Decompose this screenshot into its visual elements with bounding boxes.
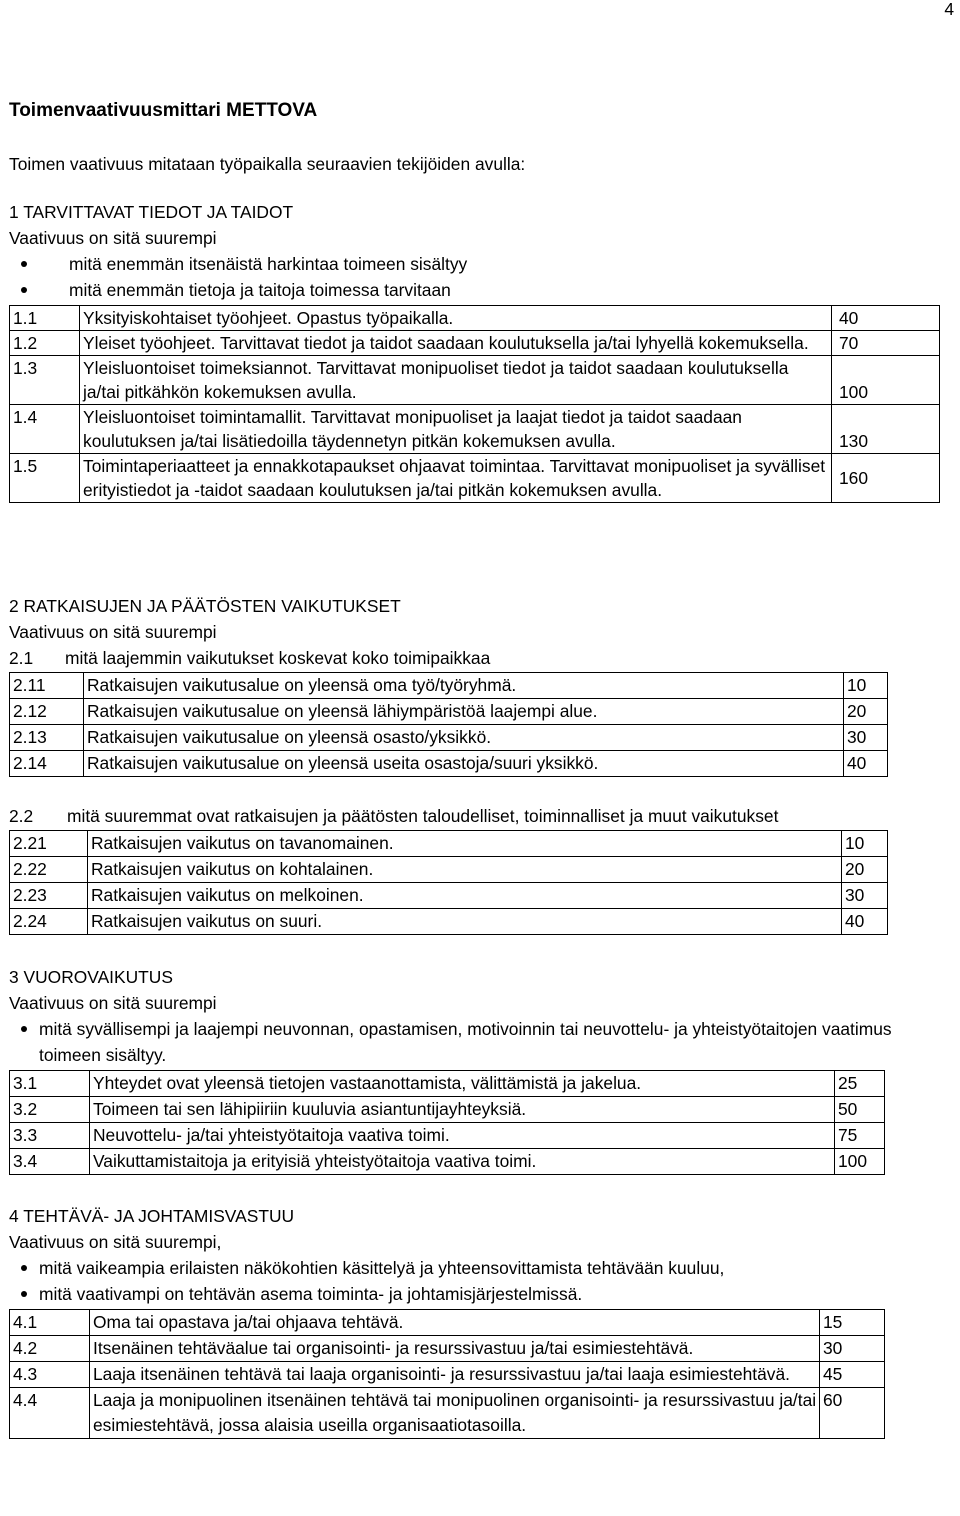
table-row (10, 1388, 885, 1439)
table-row (10, 1149, 885, 1175)
section-4-lead: Vaativuus on sitä suurempi, (9, 1232, 222, 1252)
row-number: 2.22 (10, 857, 88, 883)
row-points: 100 (832, 356, 940, 405)
table-row (10, 857, 888, 883)
table-row (10, 454, 940, 503)
row-number: 1.4 (10, 405, 80, 454)
table-row (10, 356, 940, 405)
row-points: 30 (844, 725, 888, 751)
row-number: 2.11 (10, 673, 84, 699)
row-number: 4.3 (10, 1362, 90, 1388)
section-3 (9, 964, 954, 1175)
row-text: Neuvottelu- ja/tai yhteistyötaitoja vaativa toimi. (90, 1123, 835, 1149)
table-row (10, 699, 888, 725)
row-number: 2.23 (10, 883, 88, 909)
row-text: Toimintaperiaatteet ja ennakkotapaukset ohjaavat toimintaa. Tarvittavat monipuoliset ja syvälliset erityistiedot ja -taidot saadaan koulutuksen ja/tai pitkän kokemuksen avulla. (80, 454, 832, 503)
row-text: Toimeen tai sen lähipiiriin kuuluvia asiantuntijayhteyksiä. (90, 1097, 835, 1123)
subsection-text: mitä suuremmat ovat ratkaisujen ja päätösten taloudelliset, toiminnalliset ja muut vaikutukset (67, 806, 779, 826)
section-1-lead: Vaativuus on sitä suurempi (9, 228, 217, 248)
section-1-heading: 1 TARVITTAVAT TIEDOT JA TAIDOT (9, 202, 294, 222)
table-row (10, 331, 940, 356)
row-text: Yhteydet ovat yleensä tietojen vastaanottamista, välittämistä ja jakelua. (90, 1071, 835, 1097)
row-points: 25 (835, 1071, 885, 1097)
row-points: 40 (832, 306, 940, 331)
row-points: 15 (820, 1310, 885, 1336)
table-row (10, 751, 888, 777)
row-number: 3.2 (10, 1097, 90, 1123)
row-points: 20 (842, 857, 888, 883)
row-text: Ratkaisujen vaikutus on kohtalainen. (88, 857, 842, 883)
row-text: Oma tai opastava ja/tai ohjaava tehtävä. (90, 1310, 820, 1336)
table-row (10, 405, 940, 454)
table-row (10, 306, 940, 331)
row-text: Laaja itsenäinen tehtävä tai laaja organisointi- ja resurssivastuu ja/tai laaja esimiestehtävä. (90, 1362, 820, 1388)
document-intro: Toimen vaativuus mitataan työpaikalla seuraavien tekijöiden avulla: (9, 154, 526, 174)
row-text: Ratkaisujen vaikutus on melkoinen. (88, 883, 842, 909)
table-row (10, 831, 888, 857)
row-points: 75 (835, 1123, 885, 1149)
section-1-table (9, 305, 940, 503)
row-points: 160 (832, 454, 940, 503)
row-number: 3.1 (10, 1071, 90, 1097)
row-text: Ratkaisujen vaikutusalue on yleensä lähiympäristöä laajempi alue. (84, 699, 844, 725)
section-4-bullets (9, 1255, 954, 1307)
row-points: 50 (835, 1097, 885, 1123)
row-number: 2.21 (10, 831, 88, 857)
row-number: 4.1 (10, 1310, 90, 1336)
table-row (10, 883, 888, 909)
row-text: Laaja ja monipuolinen itsenäinen tehtävä tai monipuolinen organisointi- ja resurssivastuu ja/tai esimiestehtävä, jossa alaisia useilla organisaatiotasoilla. (90, 1388, 820, 1439)
table-row (10, 1071, 885, 1097)
bullet-item: mitä enemmän itsenäistä harkintaa toimeen sisältyy (9, 251, 949, 277)
section-4 (9, 1203, 954, 1439)
row-number: 1.5 (10, 454, 80, 503)
row-points: 30 (842, 883, 888, 909)
section-2-lead: Vaativuus on sitä suurempi (9, 622, 217, 642)
row-text: Ratkaisujen vaikutusalue on yleensä osasto/yksikkö. (84, 725, 844, 751)
row-points: 130 (832, 405, 940, 454)
table-row (10, 1362, 885, 1388)
row-points: 45 (820, 1362, 885, 1388)
row-number: 1.2 (10, 331, 80, 356)
row-points: 20 (844, 699, 888, 725)
row-text: Vaikuttamistaitoja ja erityisiä yhteistyötaitoja vaativa toimi. (90, 1149, 835, 1175)
row-text: Ratkaisujen vaikutus on tavanomainen. (88, 831, 842, 857)
table-row (10, 1123, 885, 1149)
row-number: 4.2 (10, 1336, 90, 1362)
section-2-heading: 2 RATKAISUJEN JA PÄÄTÖSTEN VAIKUTUKSET (9, 596, 401, 616)
row-number: 2.14 (10, 751, 84, 777)
section-3-heading: 3 VUOROVAIKUTUS (9, 967, 173, 987)
row-text: Yleisluontoiset toimeksiannot. Tarvittavat monipuoliset tiedot ja taidot saadaan koulutuksella ja/tai pitkähkön kokemuksen avulla. (80, 356, 832, 405)
bullet-item: mitä vaativampi on tehtävän asema toiminta- ja johtamisjärjestelmissä. (9, 1281, 954, 1307)
table-row (10, 1097, 885, 1123)
section-1 (9, 199, 949, 503)
subsection-number: 2.1 (9, 648, 34, 668)
section-2-2-table (9, 830, 888, 935)
section-2-1-table (9, 672, 888, 777)
section-4-table (9, 1309, 885, 1439)
bullet-item: mitä enemmän tietoja ja taitoja toimessa tarvitaan (9, 277, 949, 303)
table-row (10, 909, 888, 935)
section-3-table (9, 1070, 885, 1175)
row-text: Yleisluontoiset toimintamallit. Tarvittavat monipuoliset ja laajat tiedot ja taidot saadaan koulutuksen ja/tai lisätiedoilla täydennetyn pitkän kokemuksen avulla. (80, 405, 832, 454)
row-points: 60 (820, 1388, 885, 1439)
document-title: Toimenvaativuusmittari METTOVA (9, 100, 318, 121)
section-3-lead: Vaativuus on sitä suurempi (9, 993, 217, 1013)
subsection-2-1-heading (9, 645, 959, 671)
row-number: 3.4 (10, 1149, 90, 1175)
row-text: Ratkaisujen vaikutus on suuri. (88, 909, 842, 935)
row-number: 2.13 (10, 725, 84, 751)
subsection-2-2 (9, 803, 959, 935)
section-3-bullets (9, 1016, 954, 1068)
row-points: 10 (842, 831, 888, 857)
row-text: Ratkaisujen vaikutusalue on yleensä oma työ/työryhmä. (84, 673, 844, 699)
row-text: Itsenäinen tehtäväalue tai organisointi- ja resurssivastuu ja/tai esimiestehtävä. (90, 1336, 820, 1362)
row-number: 2.12 (10, 699, 84, 725)
row-points: 30 (820, 1336, 885, 1362)
row-text: Yksityiskohtaiset työohjeet. Opastus työpaikalla. (80, 306, 832, 331)
subsection-2-2-heading (9, 803, 959, 829)
row-number: 1.1 (10, 306, 80, 331)
row-text: Yleiset työohjeet. Tarvittavat tiedot ja taidot saadaan koulutuksella ja/tai lyhyellä kokemuksella. (80, 331, 832, 356)
subsection-text: mitä laajemmin vaikutukset koskevat koko toimipaikkaa (65, 648, 491, 668)
bullet-item: mitä syvällisempi ja laajempi neuvonnan, opastamisen, motivoinnin tai neuvottelu- ja yhteistyötaitojen vaatimus toimeen sisältyy. (9, 1016, 954, 1068)
section-2 (9, 593, 959, 777)
row-number: 3.3 (10, 1123, 90, 1149)
row-number: 4.4 (10, 1388, 90, 1439)
table-row (10, 1310, 885, 1336)
row-text: Ratkaisujen vaikutusalue on yleensä useita osastoja/suuri yksikkö. (84, 751, 844, 777)
row-points: 100 (835, 1149, 885, 1175)
row-points: 10 (844, 673, 888, 699)
section-4-heading: 4 TEHTÄVÄ- JA JOHTAMISVASTUU (9, 1206, 295, 1226)
row-number: 2.24 (10, 909, 88, 935)
subsection-number: 2.2 (9, 806, 34, 826)
row-points: 40 (844, 751, 888, 777)
page-number: 4 (944, 0, 954, 19)
bullet-item: mitä vaikeampia erilaisten näkökohtien käsittelyä ja yhteensovittamista tehtävään kuuluu, (9, 1255, 954, 1281)
table-row (10, 1336, 885, 1362)
row-number: 1.3 (10, 356, 80, 405)
row-points: 70 (832, 331, 940, 356)
table-row (10, 673, 888, 699)
row-points: 40 (842, 909, 888, 935)
table-row (10, 725, 888, 751)
section-1-bullets (9, 251, 949, 303)
